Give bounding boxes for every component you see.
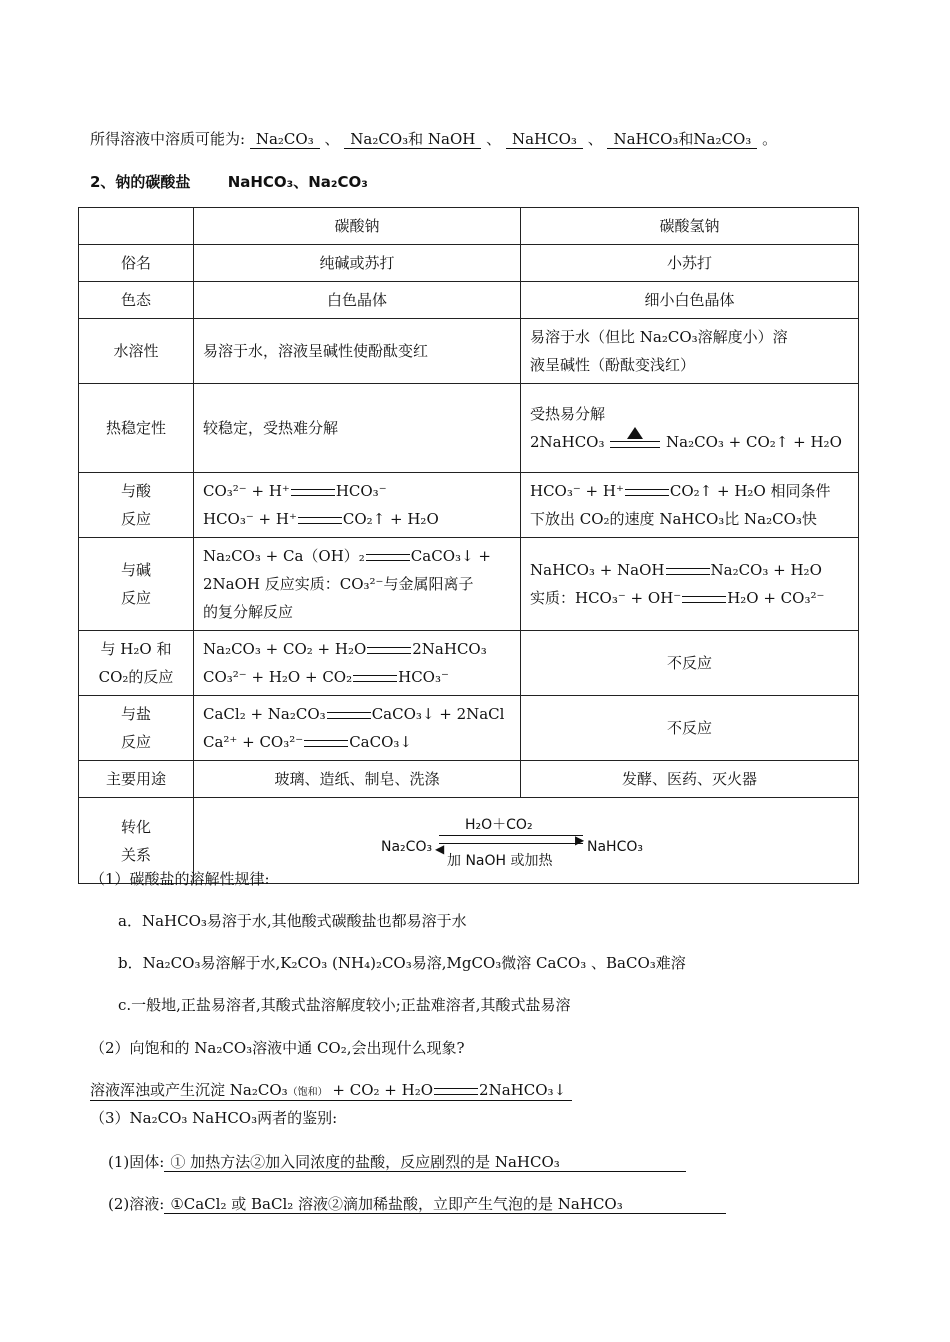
- row-label: 转化 关系: [79, 798, 194, 884]
- equals-icon: [291, 489, 335, 496]
- row-label: 俗名: [79, 245, 194, 282]
- table-row: [79, 319, 859, 384]
- separator: 、: [587, 130, 603, 148]
- equals-icon: [625, 489, 669, 496]
- section-formula: NaHCO₃、Na₂CO₃: [227, 173, 368, 191]
- note-c: c.一般地,正盐易溶者,其酸式盐溶解度较小;正盐难溶者,其酸式盐易溶: [118, 996, 571, 1014]
- left-species: Na₂CO₃: [381, 838, 433, 855]
- row-label: 与酸 反应: [79, 473, 194, 538]
- reactant: 2NaHCO₃: [530, 433, 605, 451]
- equals-icon: [304, 740, 348, 747]
- reverse-arrow-icon: [439, 843, 583, 844]
- note-a: a．NaHCO₃易溶于水,其他酸式碳酸盐也都易溶于水: [118, 912, 467, 930]
- intro-line: [90, 128, 777, 149]
- row-label: 与 H₂O 和 CO₂的反应: [79, 631, 194, 696]
- heat-arrow: [609, 427, 661, 448]
- row-label: 色态: [79, 282, 194, 319]
- row-label: 与碱 反应: [79, 538, 194, 631]
- cell-line: 易溶于水（但比 Na₂CO₃溶解度小）溶: [530, 328, 788, 346]
- table-row: [79, 245, 859, 282]
- forward-arrow-icon: [439, 835, 583, 836]
- cell: 小苏打: [521, 245, 859, 282]
- row-label: 主要用途: [79, 761, 194, 798]
- equals-icon: [327, 712, 371, 719]
- equals-icon: [434, 1088, 478, 1095]
- solution-method: (2)溶液: ①CaCl₂ 或 BaCl₂ 溶液②滴加稀盐酸，立即产生气泡的是 NaHCO₃: [108, 1193, 726, 1214]
- arrow-head-icon: ▶: [575, 832, 585, 847]
- header-empty: [79, 208, 194, 245]
- equals-icon: [367, 647, 411, 654]
- section-heading: [90, 171, 368, 192]
- table-row: [79, 384, 859, 473]
- answer-blank-4: NaHCO₃和Na₂CO₃: [607, 130, 757, 149]
- reverse-condition: 加 NaOH 或加热: [447, 852, 553, 869]
- heat-triangle-icon: [627, 427, 643, 439]
- separator: 、: [324, 130, 340, 148]
- cell: 发酵、医药、灭火器: [521, 761, 859, 798]
- table-row: [79, 761, 859, 798]
- table-row: [79, 538, 859, 631]
- cell: CO₃²⁻ + H⁺ HCO₃⁻ HCO₃⁻ + H⁺ CO₂↑ + H₂O: [194, 473, 521, 538]
- conversion-cell: [194, 798, 859, 884]
- solid-method: (1)固体: ① 加热方法②加入同浓度的盐酸，反应剧烈的是 NaHCO₃: [108, 1151, 686, 1172]
- question-3: （3）Na₂CO₃ NaHCO₃两者的鉴别:: [90, 1109, 338, 1127]
- table-row: [79, 473, 859, 538]
- equals-icon: [682, 596, 726, 603]
- cell: 不反应: [521, 696, 859, 761]
- cell: 易溶于水，溶液呈碱性使酚酞变红: [194, 319, 521, 384]
- cell: 玻璃、造纸、制皂、洗涤: [194, 761, 521, 798]
- right-species: NaHCO₃: [587, 838, 643, 855]
- table-header-row: [79, 208, 859, 245]
- cell: HCO₃⁻ + H⁺ CO₂↑ + H₂O 相同条件 下放出 CO₂的速度 NaHCO₃比 Na₂CO₃快: [521, 473, 859, 538]
- cell: CaCl₂ + Na₂CO₃ CaCO₃↓ + 2NaCl Ca²⁺ + CO₃²⁻ CaCO₃↓: [194, 696, 521, 761]
- answer-blank-1: Na₂CO₃: [250, 130, 320, 149]
- equals-icon: [353, 675, 397, 682]
- table-row: [79, 631, 859, 696]
- answer-2: 溶液浑浊或产生沉淀 Na₂CO₃（饱和） + CO₂ + H₂O 2NaHCO₃↓: [90, 1079, 572, 1101]
- cell: 不反应: [521, 631, 859, 696]
- conversion-diagram: [381, 811, 671, 871]
- cell: [521, 319, 859, 384]
- row-label: 热稳定性: [79, 384, 194, 473]
- question-2: （2）向饱和的 Na₂CO₃溶液中通 CO₂,会出现什么现象?: [90, 1039, 465, 1057]
- intro-prefix: 所得溶液中溶质可能为:: [90, 130, 246, 148]
- cell: Na₂CO₃ + Ca（OH）₂ CaCO₃↓ + 2NaOH 反应实质：CO₃²⁻与金属阳离子 的复分解反应: [194, 538, 521, 631]
- equals-icon: [298, 517, 342, 524]
- heat-equation: [530, 428, 849, 456]
- forward-condition: H₂O＋CO₂: [465, 816, 533, 833]
- question-1: （1）碳酸盐的溶解性规律:: [90, 870, 270, 888]
- note-b: b．Na₂CO₃易溶解于水,K₂CO₃ (NH₄)₂CO₃易溶,MgCO₃微溶 CaCO₃ 、BaCO₃难溶: [118, 954, 686, 972]
- row-label: 水溶性: [79, 319, 194, 384]
- answer-blank-3: NaHCO₃: [506, 130, 583, 149]
- cell: [521, 384, 859, 473]
- cell: Na₂CO₃ + CO₂ + H₂O 2NaHCO₃ CO₃²⁻ + H₂O + CO₂ HCO₃⁻: [194, 631, 521, 696]
- cell-line: 受热易分解: [530, 405, 606, 423]
- table-row: [79, 696, 859, 761]
- cell: NaHCO₃ + NaOH Na₂CO₃ + H₂O 实质：HCO₃⁻ + OH⁻ H₂O + CO₃²⁻: [521, 538, 859, 631]
- header-sodium-carbonate: 碳酸钠: [194, 208, 521, 245]
- cell: 纯碱或苏打: [194, 245, 521, 282]
- row-label: 与盐 反应: [79, 696, 194, 761]
- cell: 白色晶体: [194, 282, 521, 319]
- cell: 较稳定，受热难分解: [194, 384, 521, 473]
- equals-icon: [666, 568, 710, 575]
- section-title: 2、钠的碳酸盐: [90, 173, 191, 191]
- equals-icon: [610, 441, 660, 448]
- separator: 、: [486, 130, 502, 148]
- table-row: [79, 282, 859, 319]
- answer-blank-2: Na₂CO₃和 NaOH: [344, 130, 481, 149]
- header-sodium-bicarbonate: 碳酸氢钠: [521, 208, 859, 245]
- product: Na₂CO₃ + CO₂↑ + H₂O: [666, 433, 842, 451]
- period: 。: [762, 130, 778, 148]
- cell-line: 液呈碱性（酚酞变浅红）: [530, 356, 696, 374]
- arrow-head-icon: ◀: [435, 841, 445, 856]
- equals-icon: [366, 554, 410, 561]
- cell: 细小白色晶体: [521, 282, 859, 319]
- comparison-table: [78, 207, 859, 884]
